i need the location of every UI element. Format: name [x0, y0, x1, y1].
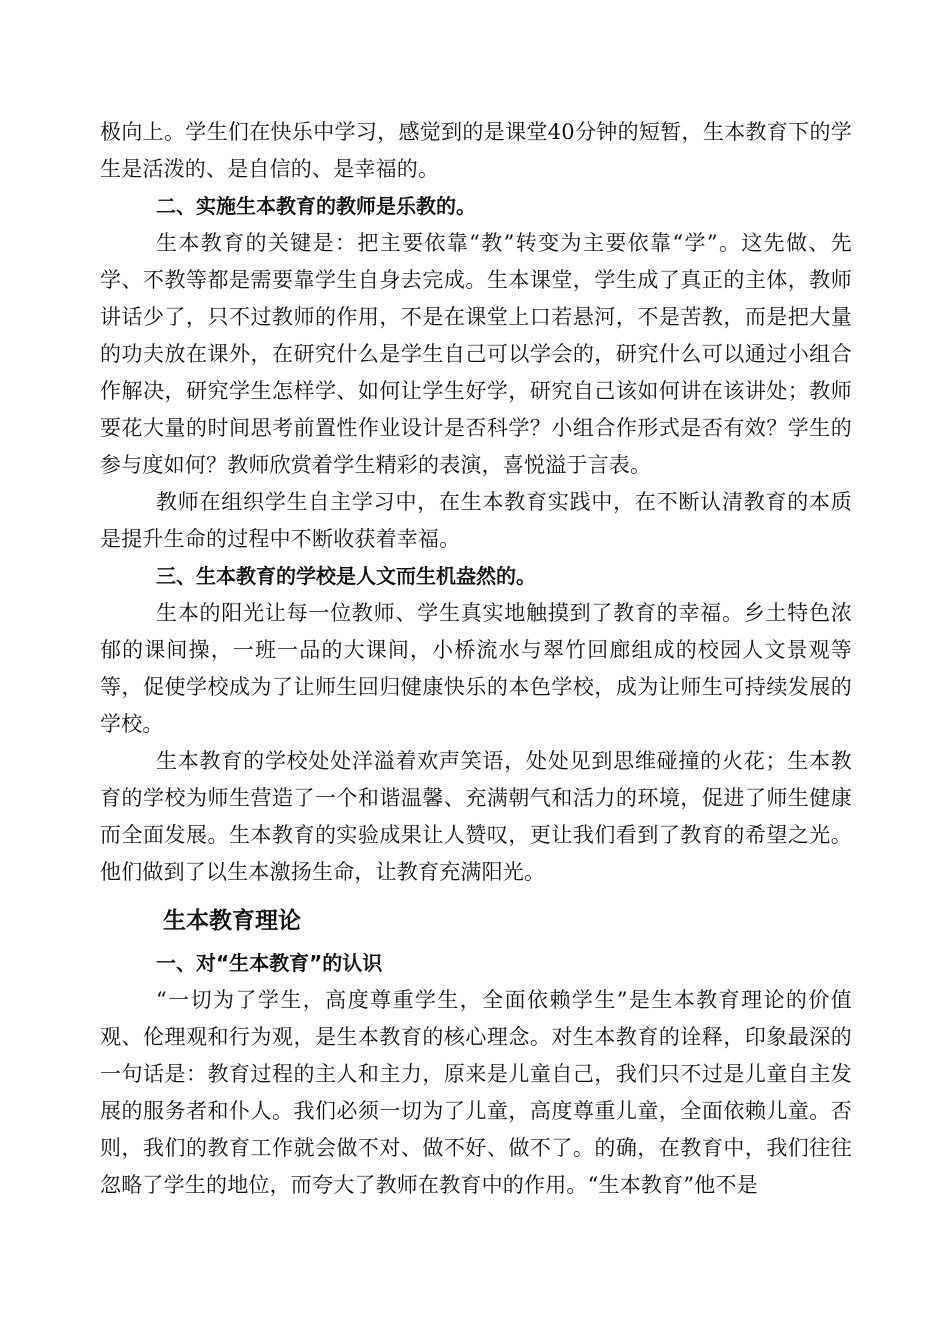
paragraph-laughter: 生本教育的学校处处洋溢着欢声笑语，处处见到思维碰撞的火花；生本教育的学校为师生营造了一个和谐温馨、充满朝气和活力的环境，促进了师生健康而全面发展。生本教育的实验成果让人赞叹，更让我们看到了教育的希望之光。他们做到了以生本激扬生命，让教育充满阳光。 [100, 749, 852, 884]
section-title-theory: 生本教育理论 [163, 908, 301, 934]
paragraph-teacher-happiness: 教师在组织学生自主学习中，在生本教育实践中，在不断认清教育的本质是提升生命的过程中不断收获着幸福。 [100, 490, 852, 551]
heading-understanding: 一、对“生本教育”的认识 [156, 951, 383, 975]
heading-teachers: 二、实施生本教育的教师是乐教的。 [156, 194, 476, 218]
heading-schools: 三、生本教育的学校是人文而生机盎然的。 [156, 564, 536, 588]
paragraph-core-concept: “一切为了学生，高度尊重学生，全面依赖学生”是生本教育理论的价值观、伦理观和行为观，是生本教育的核心理念。对生本教育的诠释，印象最深的一句话是：教育过程的主人和主力，原来是儿童自己，我们只不过是儿童自主发展的服务者和仆人。我们必须一切为了儿童，高度尊重儿童，全面依赖儿童。否则，我们的教育工作就会做不对、做不好、做不了。的确，在教育中，我们往往忽略了学生的地位，而夸大了教师在教育中的作用。“生本教育”他不是 [100, 988, 852, 1197]
paragraph-continued: 极向上。学生们在快乐中学习，感觉到的是课堂40分钟的短暂，生本教育下的学生是活泼的、是自信的、是幸福的。 [100, 120, 852, 181]
paragraph-sunshine: 生本的阳光让每一位教师、学生真实地触摸到了教育的幸福。乡土特色浓郁的课间操，一班一品的大课间，小桥流水与翠竹回廊组成的校园人文景观等等，促使学校成为了让师生回归健康快乐的本色学校，成为让师生可持续发展的学校。 [100, 601, 852, 736]
document-page [100, 114, 852, 1204]
paragraph-key-of-education: 生本教育的关键是：把主要依靠“教”转变为主要依靠“学”。这先做、先学、不教等都是需要靠学生自身去完成。生本课堂，学生成了真正的主体，教师讲话少了，只不过教师的作用，不是在课堂上口若悬河，不是苦教，而是把大量的功夫放在课外，在研究什么是学生自己可以学会的，研究什么可以通过小组合作解决，研究学生怎样学、如何让学生好学，研究自己该如何讲在该讲处；教师要花大量的时间思考前置性作业设计是否科学？小组合作形式是否有效？学生的参与度如何？教师欣赏着学生精彩的表演，喜悦溢于言表。 [100, 231, 852, 477]
